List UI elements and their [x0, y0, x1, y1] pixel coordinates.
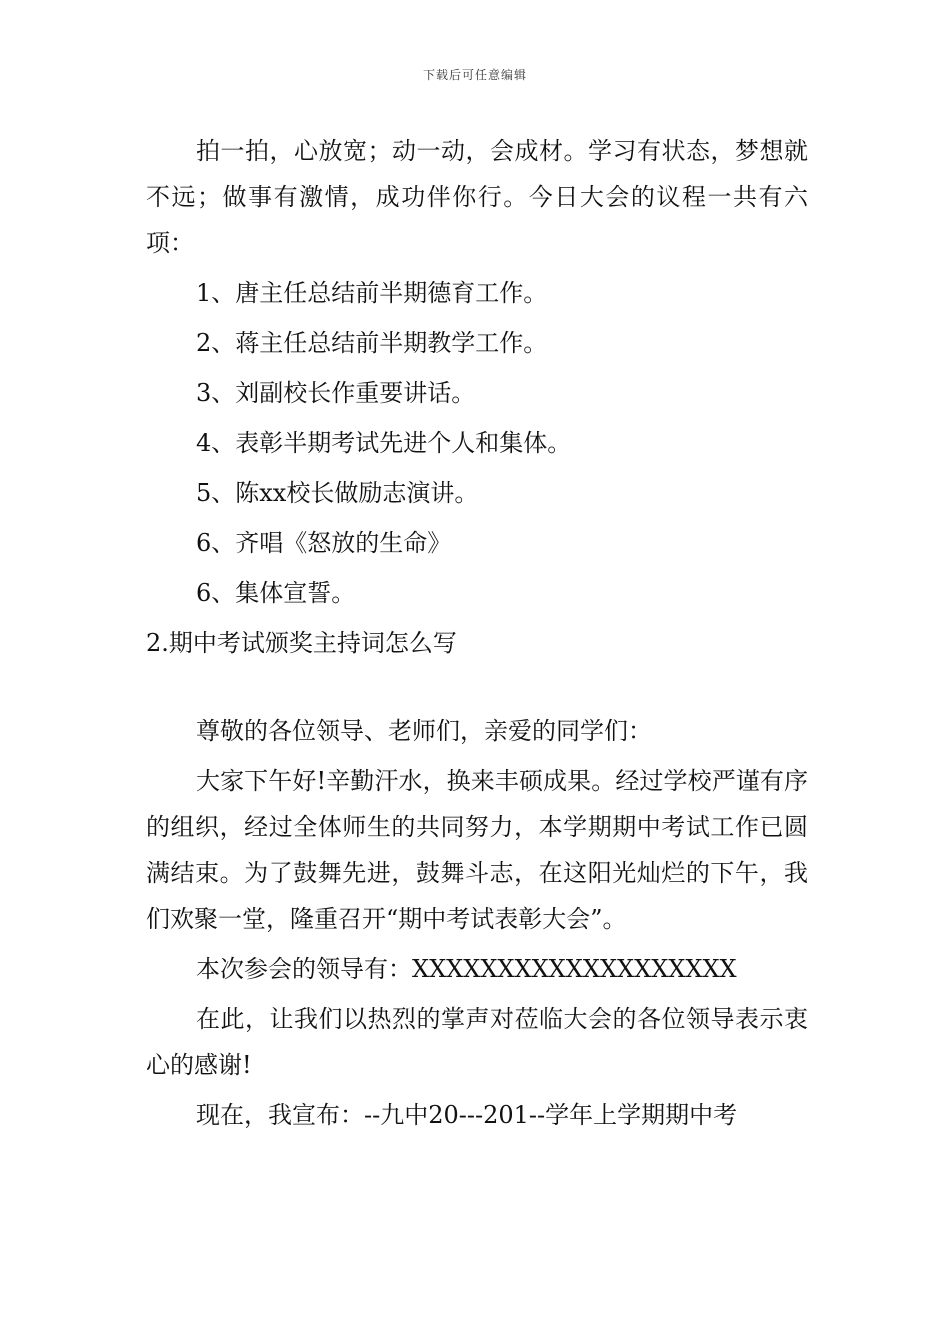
agenda-list: [146, 270, 808, 616]
agenda-item: 1、唐主任总结前半期德育工作。: [196, 279, 548, 307]
intro-paragraph: 拍一拍，心放宽；动一动，会成材。学习有状态，梦想就不远；做事有激情，成功伴你行。今日大会的议程一共有六项：: [146, 137, 808, 257]
announcement-paragraph: 现在，我宣布：--九中20---201--学年上学期期中考: [196, 1101, 738, 1129]
agenda-item: 6、齐唱《怒放的生命》: [196, 529, 452, 557]
agenda-item: 2、蒋主任总结前半期教学工作。: [196, 329, 548, 357]
blank-line: [146, 666, 808, 708]
agenda-item: 4、表彰半期考试先进个人和集体。: [196, 429, 572, 457]
body-paragraph-1: 大家下午好!辛勤汗水，换来丰硕成果。经过学校严谨有序的组织，经过全体师生的共同努力，本学期期中考试工作已圆满结束。为了鼓舞先进，鼓舞斗志，在这阳光灿烂的下午，我们欢聚一堂，隆重召开“期中考试表彰大会”。: [146, 767, 808, 933]
agenda-item: 5、陈xx校长做励志演讲。: [196, 479, 479, 507]
thanks-paragraph: 在此，让我们以热烈的掌声对莅临大会的各位领导表示衷心的感谢!: [146, 1005, 808, 1079]
agenda-item: 6、集体宣誓。: [196, 579, 356, 607]
page-header-note: 下载后可任意编辑: [422, 68, 527, 82]
agenda-item: 3、刘副校长作重要讲话。: [196, 379, 476, 407]
greeting-paragraph: 尊敬的各位领导、老师们，亲爱的同学们：: [196, 717, 652, 745]
leaders-paragraph: 本次参会的领导有：XXXXXXXXXXXXXXXXXXX: [196, 955, 737, 983]
section-heading: 2.期中考试颁奖主持词怎么写: [146, 629, 457, 657]
document-body: [146, 128, 808, 1142]
